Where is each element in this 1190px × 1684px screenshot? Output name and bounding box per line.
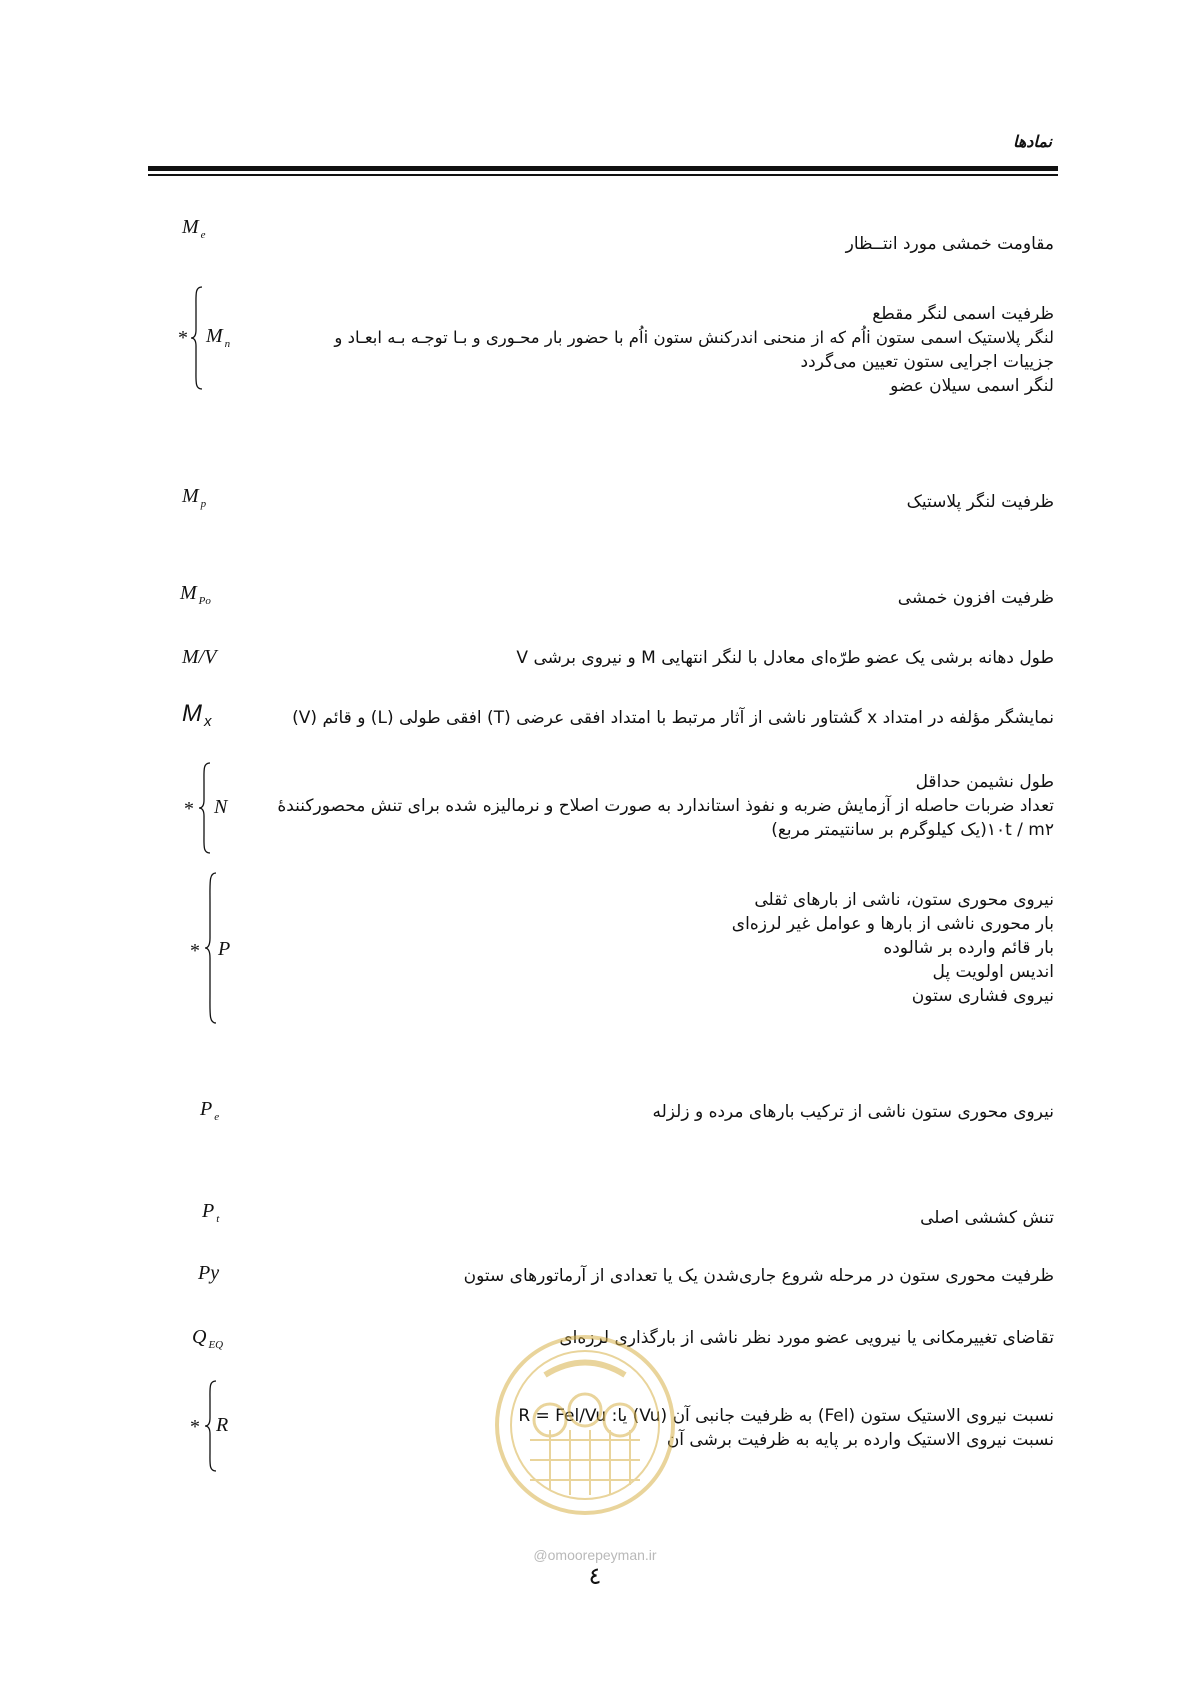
- description-line: ۱۰t / m۲(یک کیلوگرم بر سانتیمتر مربع): [771, 820, 1054, 840]
- symbol-subscript: e: [200, 229, 206, 241]
- description-line: بار محوری ناشی از بارها و عوامل غیر لرزه‌ای: [731, 914, 1054, 934]
- header-rule-thin: [148, 174, 1058, 176]
- description-line: تقاضای تغییرمکانی یا نیرویی عضو مورد نظر ناشی از بارگذاری لرزه‌ای: [559, 1328, 1054, 1348]
- symbol-description: [254, 706, 1054, 730]
- symbol-description: [254, 586, 1054, 610]
- symbol-base: N: [214, 796, 228, 818]
- description-line: ظرفیت لنگر پلاستیک: [906, 492, 1054, 512]
- description-line: ظرفیت افزون خمشی: [897, 588, 1054, 608]
- description-line: بار قائم وارده بر شالوده: [883, 938, 1054, 958]
- symbol: [180, 582, 211, 607]
- page-header-title: نمادها: [1012, 132, 1052, 151]
- symbol-subscript: t: [216, 1213, 220, 1225]
- watermark-logo: [490, 1330, 680, 1520]
- header-rule-thick: [148, 166, 1058, 171]
- description-line: تعداد ضربات حاصله از آزمایش ضربه و نفوذ استاندارد به صورت اصلاح و نرمالیزه شده برای تنش محصورکنندهٔ: [277, 796, 1054, 816]
- symbol: [216, 1414, 228, 1437]
- description-line: ظرفیت اسمی لنگر مقطع: [872, 304, 1054, 324]
- multi-meaning-marker: *: [190, 940, 200, 962]
- symbol-description: [254, 490, 1054, 514]
- symbol-base: P: [200, 1098, 213, 1120]
- symbol-description: [254, 1100, 1054, 1124]
- symbol-base: M: [180, 582, 197, 604]
- symbol-base: Q: [192, 1326, 207, 1348]
- description-line: نمایشگر مؤلفه در امتداد x گشتاور ناشی از آثار مرتبط با امتداد افقی عرضی (T) افقی طولی (L) و قائم (V): [292, 708, 1054, 728]
- symbol-description: [254, 302, 1054, 398]
- symbol-base: P: [218, 938, 231, 960]
- description-line: ظرفیت محوری ستون در مرحله شروع جاری‌شدن یک یا تعدادی از آرماتورهای ستون: [463, 1266, 1054, 1286]
- description-line: اندیس اولویت پل: [932, 962, 1054, 982]
- symbol: [182, 700, 212, 730]
- description-line: لنگر اسمی سیلان عضو: [890, 376, 1054, 396]
- footer-site-watermark: @omoorepeyman.ir: [533, 1547, 657, 1563]
- symbol: [182, 216, 206, 241]
- curly-brace-icon: [204, 872, 218, 1024]
- description-line: طول دهانه برشی یک عضو طرّه‌ای معادل با لنگر انتهایی M و نیروی برشی V: [516, 648, 1054, 668]
- description-line: نسبت نیروی الاستیک وارده بر پایه به ظرفیت برشی آن: [666, 1430, 1054, 1450]
- symbol-base: M: [206, 325, 223, 347]
- symbol-base: M: [182, 700, 202, 727]
- symbol-subscript: EQ: [208, 1339, 224, 1351]
- description-line: نیروی محوری ستون ناشی از ترکیب بارهای مرده و زلزله: [652, 1102, 1054, 1122]
- symbol: [198, 1262, 219, 1285]
- description-line: نیروی محوری ستون، ناشی از بارهای ثقلی: [754, 890, 1054, 910]
- page-number: ٤: [588, 1562, 602, 1590]
- symbol-base: M/V: [182, 646, 217, 668]
- symbol-description: [254, 1264, 1054, 1288]
- symbol-base: Py: [198, 1262, 220, 1284]
- symbol-subscript: n: [224, 338, 231, 350]
- symbol: [192, 1326, 223, 1351]
- symbol: [200, 1098, 219, 1123]
- curly-brace-icon: [198, 762, 212, 854]
- symbol-base: R: [216, 1414, 229, 1436]
- multi-meaning-marker: *: [190, 1416, 200, 1438]
- symbol: [206, 325, 230, 350]
- description-line: تنش کششی اصلی: [920, 1208, 1054, 1228]
- symbol-subscript: e: [214, 1111, 220, 1123]
- symbol: [202, 1200, 219, 1225]
- description-line: نیروی فشاری ستون: [911, 986, 1054, 1006]
- symbol-subscript: p: [200, 498, 207, 510]
- description-line: طول نشیمن حداقل: [915, 772, 1054, 792]
- description-line: لنگر پلاستیک اسمی ستون iاُم که از منحنی اندرکنش ستون iاُم با حضور بار محـوری و بـا توجـه بـه ابعـاد و: [334, 328, 1054, 347]
- description-line: مقاومت خمشی مورد انتــظار: [845, 234, 1054, 254]
- symbol: [182, 485, 206, 510]
- symbol: [214, 796, 227, 819]
- symbol-description: [254, 232, 1054, 256]
- symbol: [182, 646, 216, 669]
- description-line: جزییات اجرایی ستون تعیین می‌گردد: [800, 352, 1054, 372]
- symbol: [218, 938, 230, 961]
- symbol-subscript: x: [204, 713, 212, 730]
- multi-meaning-marker: *: [178, 327, 188, 349]
- symbol-subscript: Po: [198, 595, 211, 607]
- symbol-description: [254, 888, 1054, 1008]
- symbol-base: P: [202, 1200, 215, 1222]
- curly-brace-icon: [190, 286, 204, 390]
- symbol-base: M: [182, 485, 199, 507]
- symbol-base: M: [182, 216, 199, 238]
- symbol-description: [254, 770, 1054, 842]
- symbol-description: [254, 646, 1054, 670]
- multi-meaning-marker: *: [184, 798, 194, 820]
- symbol-description: [254, 1206, 1054, 1230]
- description-line: نسبت نیروی الاستیک ستون (Fel) به ظرفیت جانبی آن (Vu) یا: R = Fel/Vu: [518, 1406, 1054, 1426]
